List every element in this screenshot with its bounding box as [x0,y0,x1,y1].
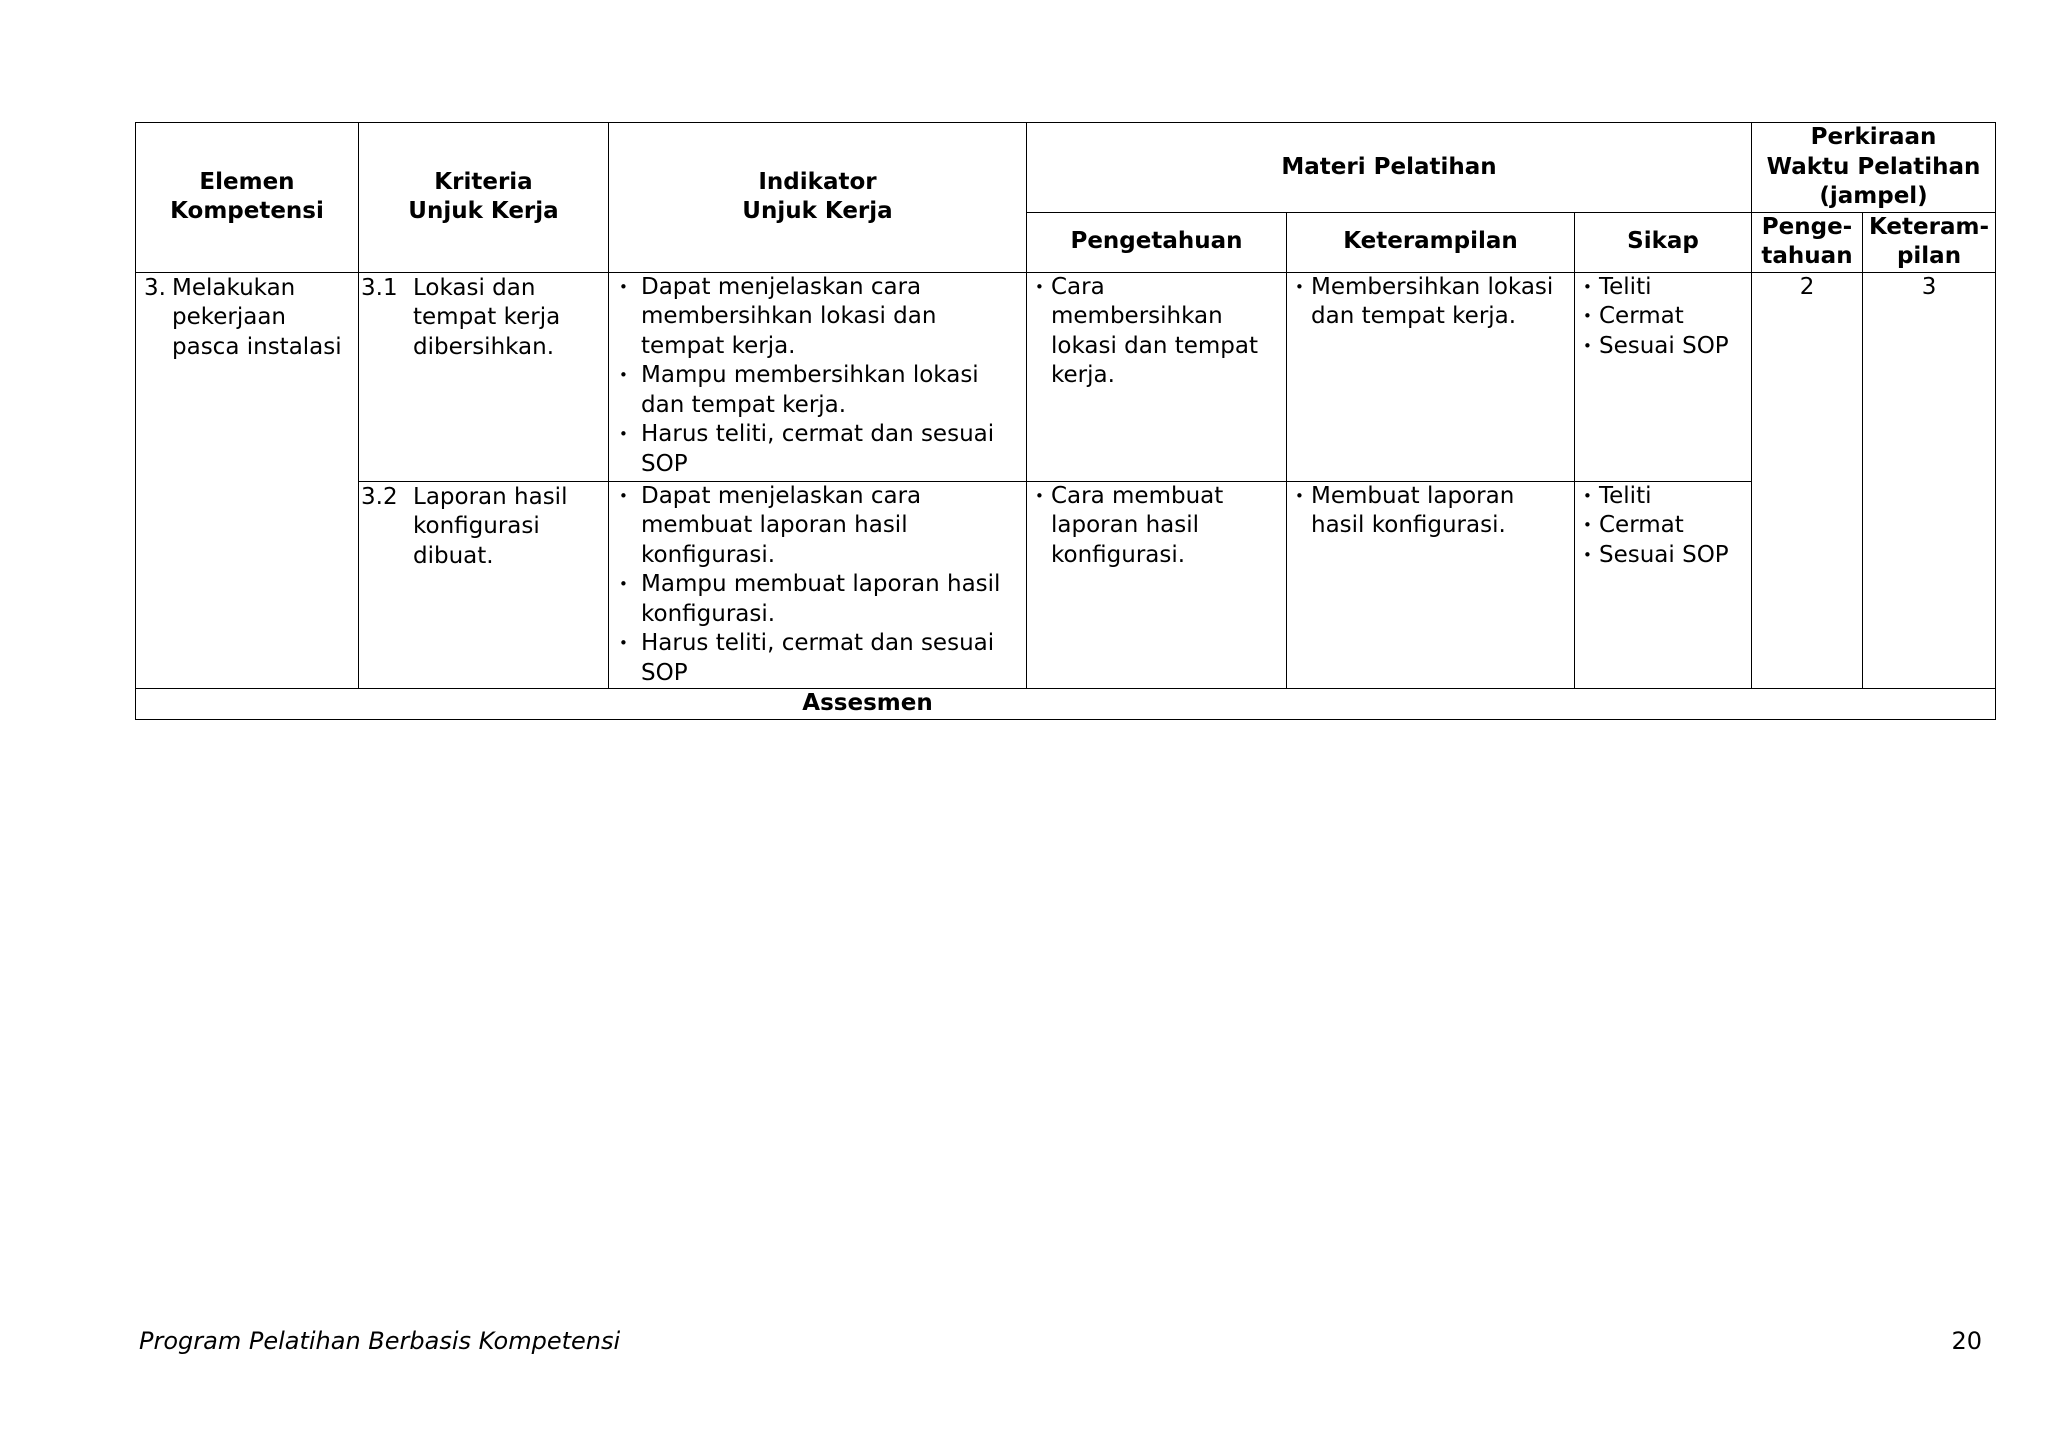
indikator-item: • Harus teliti, cermat dan sesuai SOP [641,420,1020,479]
sikap-cell [1575,272,1752,481]
waktu-keterampilan-value: 3 [1863,272,1996,689]
indikator-item: • Dapat menjelaskan cara membuat laporan hasil konfigurasi. [641,482,1020,571]
header-perkiraan: Perkiraan Waktu Pelatihan (jampel) [1752,123,1996,213]
header-waktu-pengetahuan: Penge- tahuan [1752,212,1863,272]
header-keterampilan: Keterampilan [1287,212,1575,272]
waktu-pengetahuan-value: 2 [1752,272,1863,689]
keterampilan-item: • Membersihkan lokasi dan tempat kerja. [1311,273,1570,332]
indikator-cell [609,272,1027,481]
pengetahuan-item: • Cara membuat laporan hasil konfigurasi. [1051,482,1282,571]
sikap-item: • Teliti [1599,482,1747,512]
sikap-item: • Teliti [1599,273,1747,303]
header-materi: Materi Pelatihan [1027,123,1752,213]
sikap-item: • Sesuai SOP [1599,332,1747,362]
assesmen-row [136,689,1996,720]
page-number: 20 [1951,1327,1982,1355]
sikap-item: • Cermat [1599,302,1747,332]
pengetahuan-item: • Cara membersihkan lokasi dan tempat kerja. [1051,273,1282,391]
header-waktu-keterampilan: Keteram- pilan [1863,212,1996,272]
keterampilan-item: • Membuat laporan hasil konfigurasi. [1311,482,1570,541]
kriteria-text: Lokasi dan tempat kerja dibersihkan. [413,274,561,360]
elemen-number: 3. [144,274,166,301]
elemen-text: Melakukan pekerjaan pasca instalasi [172,274,342,360]
kriteria-text: Laporan hasil konfigurasi dibuat. [413,483,568,569]
sikap-item: • Cermat [1599,511,1747,541]
pengetahuan-cell [1027,481,1287,689]
header-kriteria: Kriteria Unjuk Kerja [359,123,609,273]
keterampilan-cell [1287,481,1575,689]
indikator-cell [609,481,1027,689]
kriteria-number: 3.1 [361,274,398,301]
kriteria-number: 3.2 [361,483,398,510]
competency-table [135,122,1996,720]
indikator-item: • Harus teliti, cermat dan sesuai SOP [641,629,1020,688]
keterampilan-cell [1287,272,1575,481]
assesmen-label: Assesmen [802,690,933,716]
indikator-item: • Mampu membersihkan lokasi dan tempat kerja. [641,361,1020,420]
footer-title: Program Pelatihan Berbasis Kompetensi [139,1327,621,1355]
header-sikap: Sikap [1575,212,1752,272]
header-elemen: Elemen Kompetensi [136,123,359,273]
kriteria-cell [359,272,609,481]
header-indikator: Indikator Unjuk Kerja [609,123,1027,273]
sikap-item: • Sesuai SOP [1599,541,1747,571]
kriteria-cell [359,481,609,689]
indikator-item: • Mampu membuat laporan hasil konfigurasi. [641,570,1020,629]
elemen-cell [136,272,359,689]
header-pengetahuan: Pengetahuan [1027,212,1287,272]
indikator-item: • Dapat menjelaskan cara membersihkan lokasi dan tempat kerja. [641,273,1020,362]
pengetahuan-cell [1027,272,1287,481]
sikap-cell [1575,481,1752,689]
